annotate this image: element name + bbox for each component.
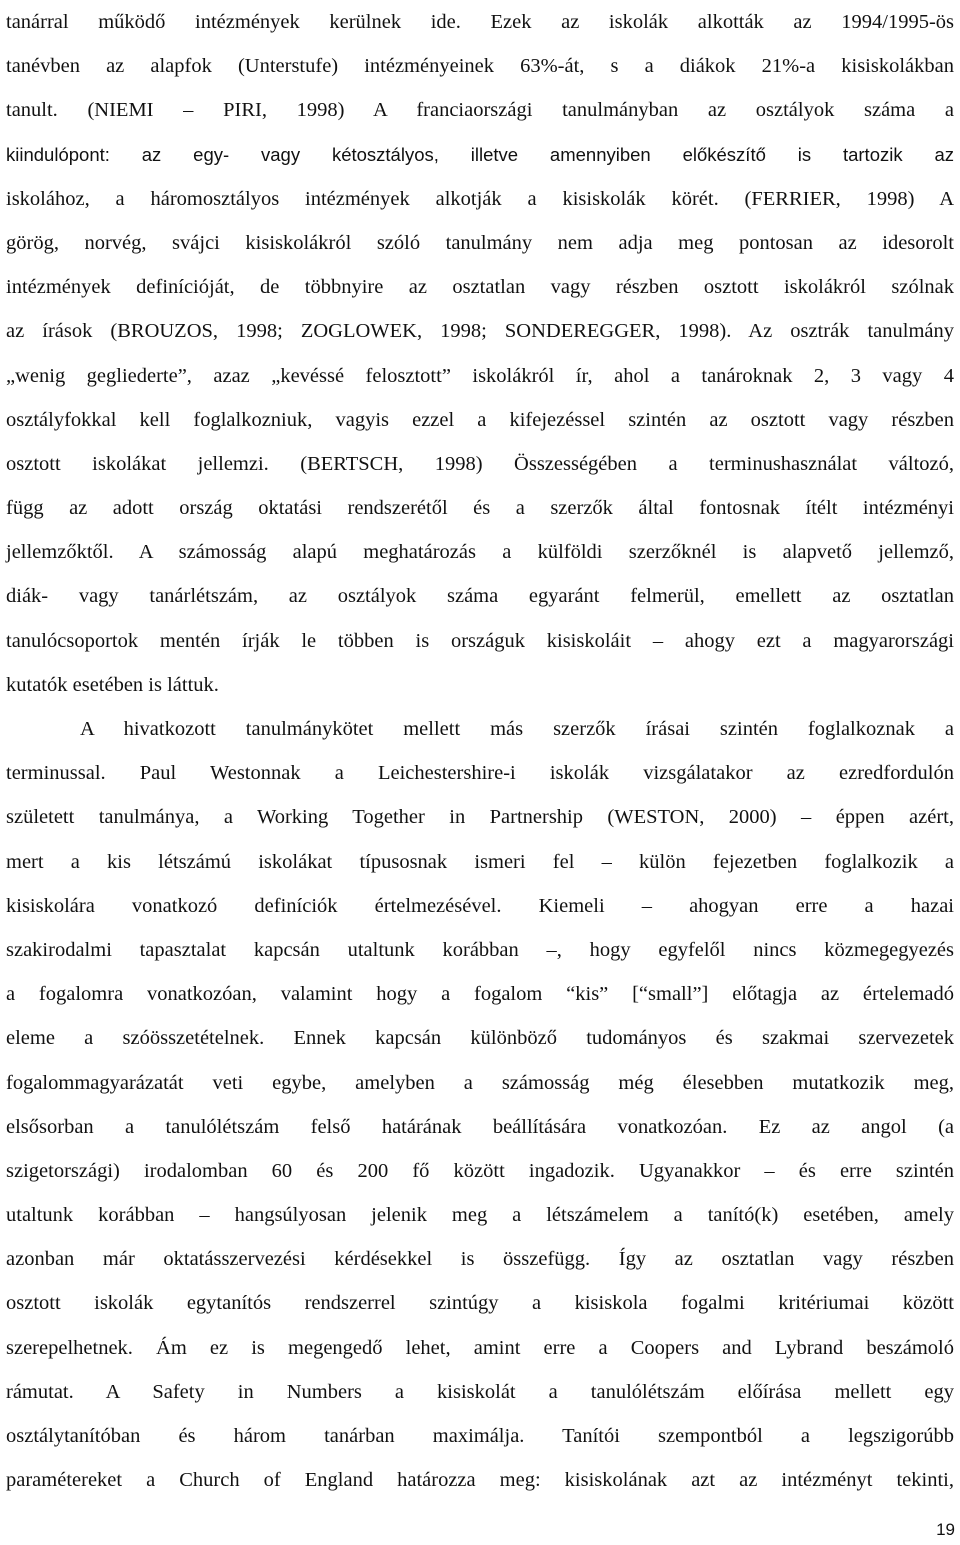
text-line: „wenig gegliederte”, azaz „kevéssé felosztott” iskolákról ír, ahol a tanároknak 2, 3 vagy 4 [6,364,954,387]
page-number: 19 [936,1520,955,1539]
text-line: azonban már oktatásszervezési kérdésekkel is összefügg. Így az osztatlan vagy részben [6,1248,954,1271]
text-line: tanárral működő intézmények kerülnek ide. Ezek az iskolák alkották az 1994/1995-ös [6,11,954,33]
text-line: utaltunk korábban – hangsúlyosan jelenik meg a létszámelem a tanító(k) esetében, amely [6,1204,954,1227]
text-line: osztálytanítóban és három tanárban maximálja. Tanítói szempontból a legszigorúbb [6,1425,954,1447]
text-line: tanult. (NIEMI – PIRI, 1998) A franciaországi tanulmányban az osztályok száma a [6,99,954,122]
text-line: mert a kis létszámú iskolákat típusosnak ismeri fel – külön fejezetben foglalkozik a [6,850,954,873]
text-line: terminussal. Paul Westonnak a Leichestershire-i iskolák vizsgálatakor az ezredfordulón [6,762,954,785]
text-line: szerepelhetnek. Ám ez is megengedő lehet, amint erre a Coopers and Lybrand beszámoló [6,1336,954,1359]
text-line: született tanulmánya, a Working Together in Partnership (WESTON, 2000) – éppen azért, [6,806,954,829]
text-line: paramétereket a Church of England határozza meg: kisiskolának azt az intézményt tekinti, [6,1469,954,1492]
text-line: az írások (BROUZOS, 1998; ZOGLOWEK, 1998; SONDEREGGER, 1998). Az osztrák tanulmány [6,320,954,343]
text-line: jellemzőktől. A számosság alapú meghatározás a külföldi szerzőknél is alapvető jellemző, [6,541,954,564]
text-line: elsősorban a tanulólétszám felső határának beállítására vonatkozóan. Ez az angol (a [6,1115,954,1138]
text-line: szakirodalmi tapasztalat kapcsán utaltunk korábban –, hogy egyfelől nincs közmegegyezés [6,938,954,961]
text-line: tanévben az alapfok (Unterstufe) intézményeinek 63%-át, s a diákok 21%-a kisiskolákban [6,55,954,78]
text-line: iskolához, a háromosztályos intézmények alkotják a kisiskolák körét. (FERRIER, 1998) A [6,187,954,210]
text-line: rámutat. A Safety in Numbers a kisiskolát a tanulólétszám előírása mellett egy [6,1380,954,1403]
text-line: kutatók esetében is láttuk. [6,673,219,696]
text-line: eleme a szóösszetételnek. Ennek kapcsán különböző tudományos és szakmai szervezetek [6,1027,954,1050]
text-line: görög, norvég, svájci kisiskolákról szóló tanulmány nem adja meg pontosan az idesorolt [6,231,954,254]
text-line: szigetországi) irodalomban 60 és 200 fő között ingadozik. Ugyanakkor – és erre szintén [6,1159,954,1182]
body-text [6,0,954,1502]
text-line: diák- vagy tanárlétszám, az osztályok száma egyaránt felmerül, emellett az osztatlan [6,585,954,608]
text-line: függ az adott ország oktatási rendszerétől és a szerzők által fontosnak ítélt intézményi [6,497,954,520]
text-line: tanulócsoportok mentén írják le többen is országuk kisiskoláit – ahogy ezt a magyarországi [6,629,954,652]
text-line: kisiskolára vonatkozó definíciók értelmezésével. Kiemeli – ahogyan erre a hazai [6,894,954,917]
text-line: kiindulópont: az egy- vagy kétosztályos, illetve amennyiben előkészítő is tartozik az [6,143,954,165]
text-line: osztott iskolák egytanítós rendszerrel szintúgy a kisiskola fogalmi kritériumai között [6,1292,954,1315]
text-line: a fogalomra vonatkozóan, valamint hogy a fogalom “kis” [“small”] előtagja az értelemadó [6,983,954,1006]
text-line: fogalommagyarázatát veti egybe, amelyben a számosság még élesebben mutatkozik meg, [6,1071,954,1094]
text-line: osztályfokkal kell foglalkozniuk, vagyis ezzel a kifejezéssel szintén az osztott vagy részben [6,408,954,431]
text-line: intézmények definícióját, de többnyire az osztatlan vagy részben osztott iskolákról szólnak [6,276,954,299]
text-line: osztott iskolákat jellemzi. (BERTSCH, 1998) Összességében a terminushasználat változó, [6,452,954,475]
text-line: A hivatkozott tanulmánykötet mellett más szerzők írásai szintén foglalkoznak a [80,718,954,740]
